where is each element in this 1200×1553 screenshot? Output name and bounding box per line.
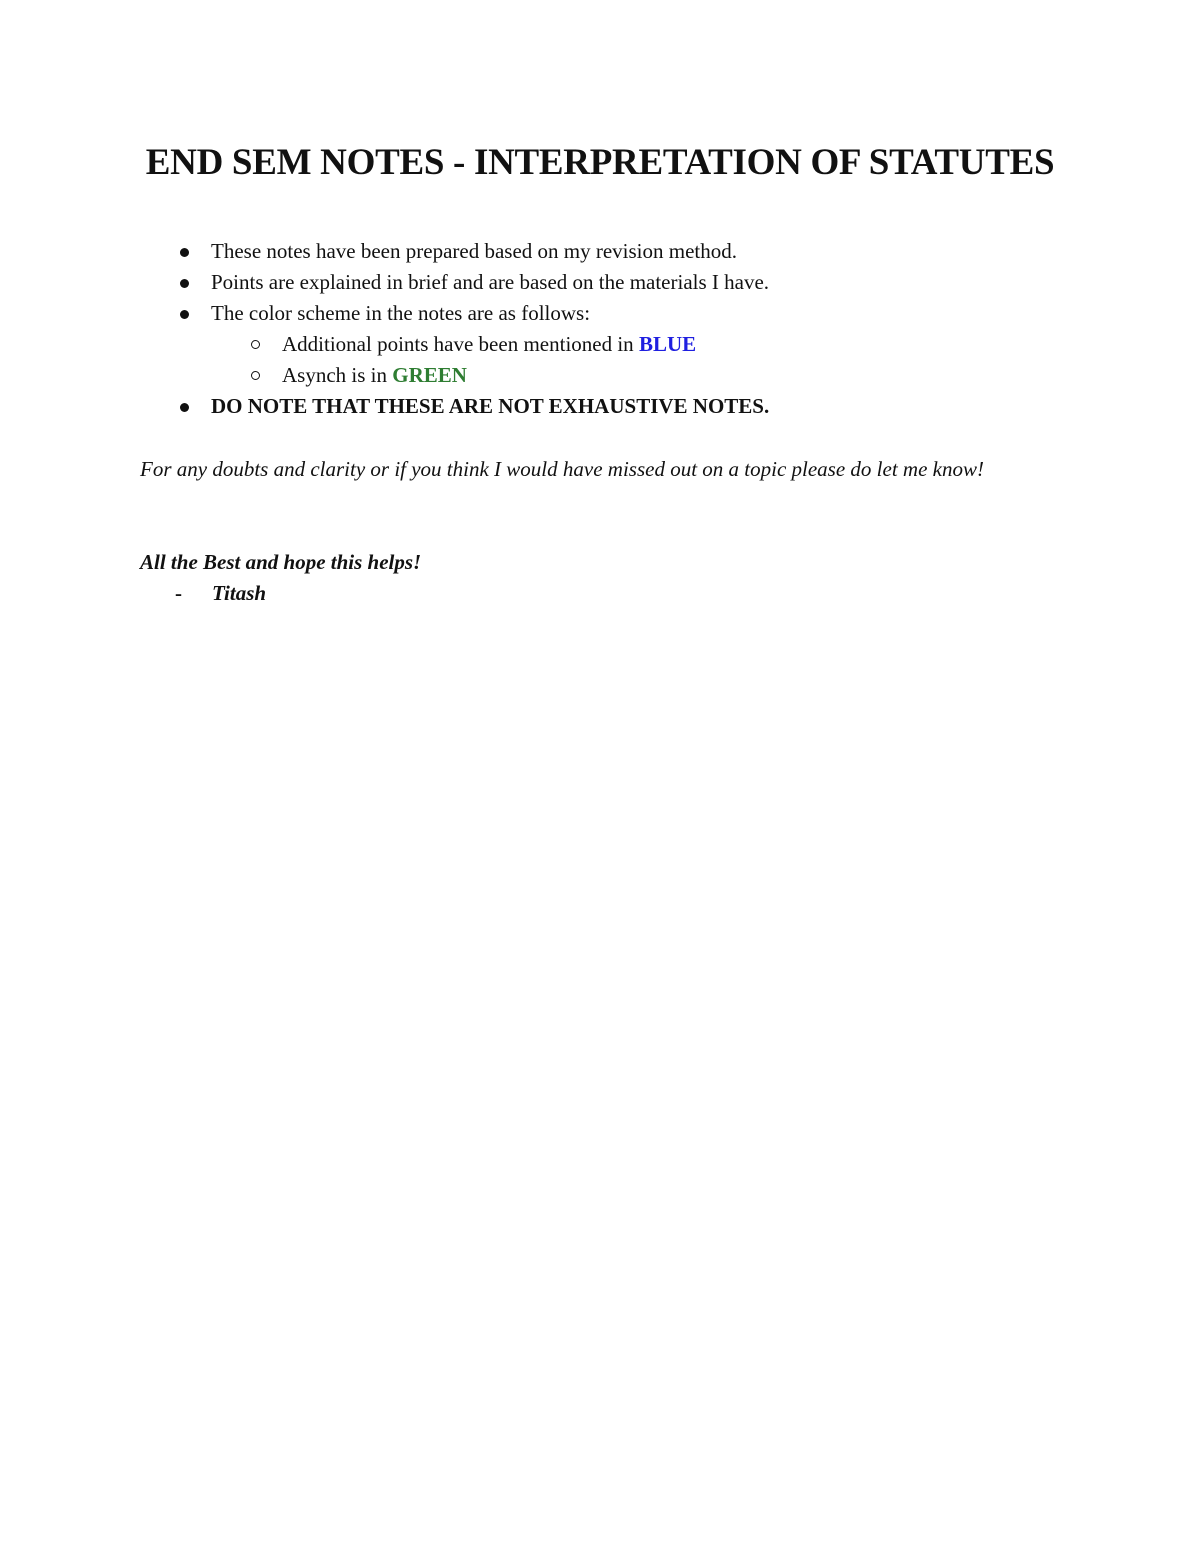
signature-dash: - <box>175 581 182 605</box>
sub-list-item <box>140 360 1100 391</box>
author-name: Titash <box>212 581 267 605</box>
hollow-bullet-icon <box>251 371 260 380</box>
bullet-text: The color scheme in the notes are as follows: <box>211 301 591 325</box>
list-item <box>140 236 1100 267</box>
blue-color-label: BLUE <box>638 332 697 356</box>
green-color-label: GREEN <box>392 363 467 387</box>
bullet-text: These notes have been prepared based on my revision method. <box>211 239 737 263</box>
list-item <box>140 267 1100 298</box>
signature-line <box>175 578 266 609</box>
list-item <box>140 298 1100 329</box>
bullet-icon <box>180 248 189 257</box>
list-item <box>140 391 1100 422</box>
intro-bullet-list <box>140 236 1100 422</box>
bullet-icon <box>180 279 189 288</box>
bullet-text: Points are explained in brief and are based on the materials I have. <box>211 270 770 294</box>
closing-line: All the Best and hope this helps! <box>140 550 422 574</box>
hollow-bullet-icon <box>251 340 260 349</box>
document-title: END SEM NOTES - INTERPRETATION OF STATUTES <box>145 142 1055 183</box>
bullet-icon <box>180 310 189 319</box>
sub-list-item <box>140 329 1100 360</box>
bullet-icon <box>180 403 189 412</box>
sub-bullet-text: Additional points have been mentioned in <box>282 332 639 356</box>
sub-bullet-text: Asynch is in <box>282 363 393 387</box>
disclaimer-text: DO NOTE THAT THESE ARE NOT EXHAUSTIVE NOTES. <box>211 394 770 418</box>
doubts-note: For any doubts and clarity or if you think I would have missed out on a topic please do let me know! <box>140 457 984 481</box>
